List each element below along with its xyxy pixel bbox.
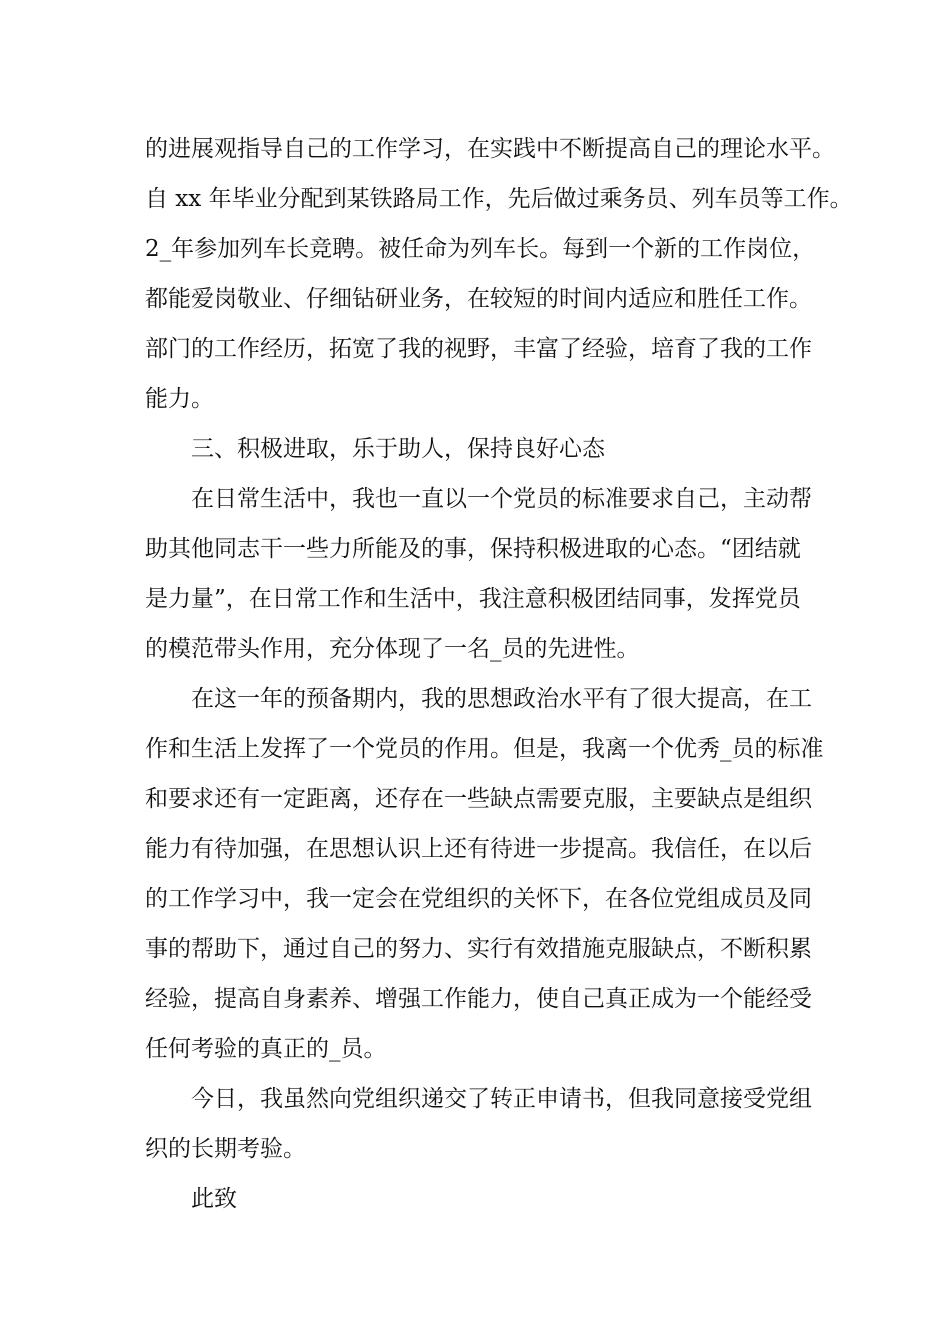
text-line: 织的长期考验。 [145,1136,306,1162]
text-line: 在这一年的预备期内，我的思想政治水平有了很大提高，在工 [191,686,812,712]
text-line: 今日，我虽然向党组织递交了转正申请书，但我同意接受党组 [191,1086,812,1112]
section-heading: 三、积极进取，乐于助人，保持良好心态 [191,436,605,462]
text-line: 的工作学习中，我一定会在党组织的关怀下，在各位党组成员及同 [145,886,812,912]
text-line: 和要求还有一定距离，还存在一些缺点需要克服，主要缺点是组织 [145,786,812,812]
text-line: 任何考验的真正的_员。 [145,1036,387,1062]
text-line: 在日常生活中，我也一直以一个党员的标准要求自己，主动帮 [191,486,812,512]
text-line: 2_年参加列车长竞聘。被任命为列车长。每到一个新的工作岗位， [145,236,816,262]
text-line: 自 xx 年毕业分配到某铁路局工作，先后做过乘务员、列车员等工作。 [145,186,853,212]
text-line: 助其他同志干一些力所能及的事，保持积极进取的心态。“团结就 [145,536,801,562]
text-line: 的进展观指导自己的工作学习，在实践中不断提高自己的理论水平。 [145,136,835,162]
text-line: 经验，提高自身素养、增强工作能力，使自己真正成为一个能经受 [145,986,812,1012]
text-line: 是力量”，在日常工作和生活中，我注意积极团结同事，发挥党员 [145,586,801,612]
text-line: 事的帮助下，通过自己的努力、实行有效措施克服缺点，不断积累 [145,936,812,962]
text-line: 能力有待加强，在思想认识上还有待进一步提高。我信任，在以后 [145,836,812,862]
text-line: 能力。 [145,386,214,412]
text-line: 作和生活上发挥了一个党员的作用。但是，我离一个优秀_员的标准 [145,736,824,762]
text-line: 部门的工作经历，拓宽了我的视野，丰富了经验，培育了我的工作 [145,336,812,362]
closing-salutation: 此致 [191,1186,237,1212]
text-line: 都能爱岗敬业、仔细钻研业务，在较短的时间内适应和胜任工作。 [145,286,812,312]
text-line: 的模范带头作用，充分体现了一名_员的先进性。 [145,636,640,662]
document-body [145,124,853,1224]
